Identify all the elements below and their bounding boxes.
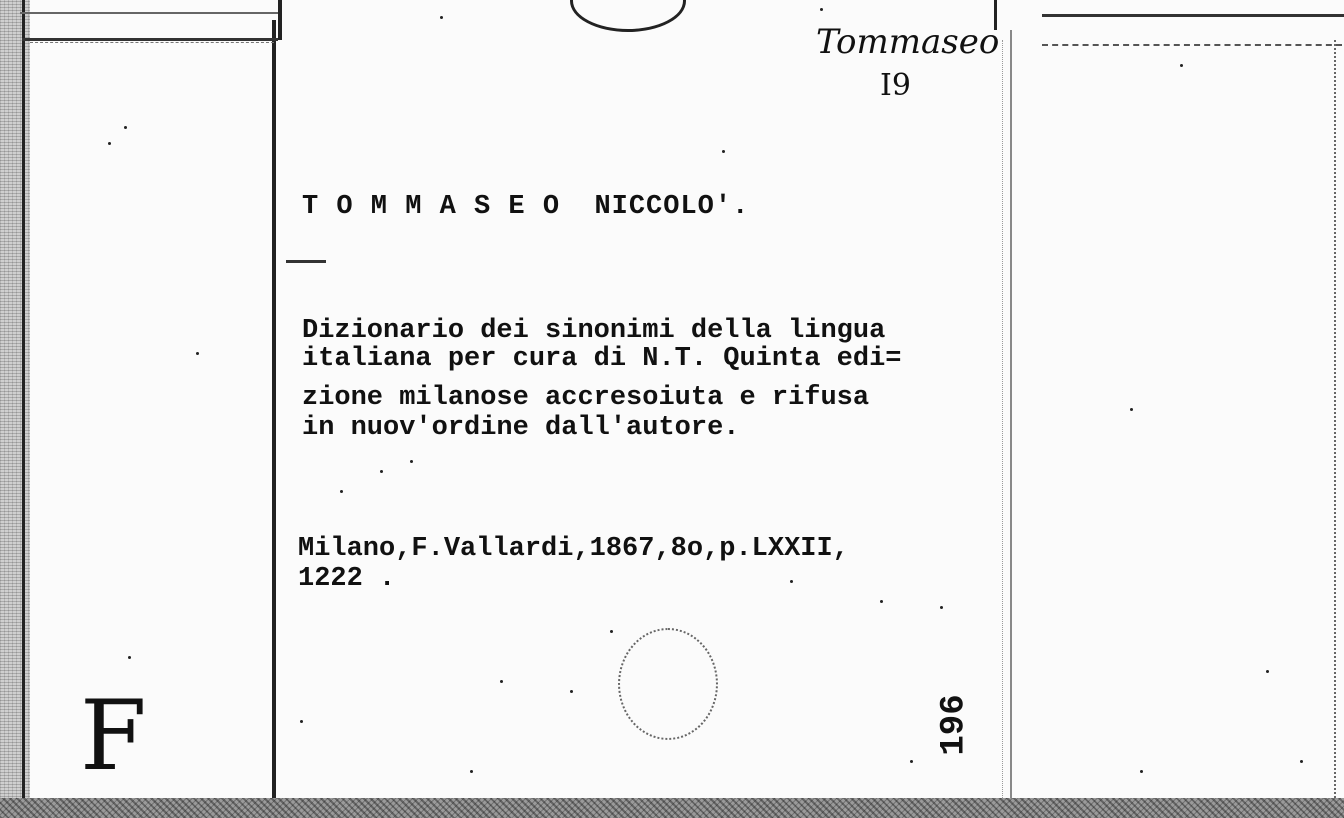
title-line-4: in nuov'ordine dall'autore.: [302, 413, 740, 443]
speck: [1130, 408, 1133, 411]
title-line-2: italiana per cura di N.T. Quinta edi=: [302, 344, 902, 374]
top-right-dotted-rule: [1042, 44, 1342, 46]
card-inner-dotted-line: [1002, 40, 1003, 798]
speck: [380, 470, 383, 473]
left-panel-border: [22, 0, 25, 798]
speck: [128, 656, 131, 659]
handwritten-author-heading: Tommaseo: [816, 22, 1000, 62]
speck: [1180, 64, 1183, 67]
speck: [940, 606, 943, 609]
speck: [722, 150, 725, 153]
top-stamp-arc: [570, 0, 686, 32]
card-number: I9: [880, 68, 911, 103]
speck: [410, 460, 413, 463]
author-heading: T O M M A S E O NICCOLO'.: [302, 192, 750, 222]
margin-letter: F: [80, 680, 147, 792]
speck: [196, 352, 199, 355]
speck: [440, 16, 443, 19]
speck: [610, 630, 613, 633]
speck: [300, 720, 303, 723]
scan-left-edge: [0, 0, 30, 800]
right-panel-dotted-line: [1334, 40, 1336, 798]
speck: [470, 770, 473, 773]
speck: [124, 126, 127, 129]
speck: [340, 490, 343, 493]
top-left-rule: [22, 38, 278, 41]
speck: [570, 690, 573, 693]
speck: [1266, 670, 1269, 673]
imprint-line-2: 1222 .: [298, 564, 396, 594]
top-right-rule: [1042, 14, 1344, 17]
card-right-edge: [1010, 30, 1012, 798]
card-left-border: [272, 20, 276, 798]
speck: [1300, 760, 1303, 763]
top-left-tab: [278, 0, 282, 40]
shelf-number: 196: [935, 694, 974, 756]
scan-bottom-edge: [0, 798, 1344, 818]
top-left-dotted-rule: [30, 42, 274, 43]
speck: [790, 580, 793, 583]
library-stamp-circle: [618, 628, 718, 740]
speck: [1140, 770, 1143, 773]
imprint-line-1: Milano,F.Vallardi,1867,8o,p.LXXII,: [298, 534, 849, 564]
title-line-3: zione milanose accresoiuta e rifusa: [302, 383, 870, 413]
top-left-rule-2: [20, 12, 282, 14]
speck: [500, 680, 503, 683]
speck: [880, 600, 883, 603]
title-line-1: Dizionario dei sinonimi della lingua: [302, 316, 886, 346]
author-underline-mark: [286, 260, 326, 263]
speck: [108, 142, 111, 145]
speck: [820, 8, 823, 11]
speck: [910, 760, 913, 763]
